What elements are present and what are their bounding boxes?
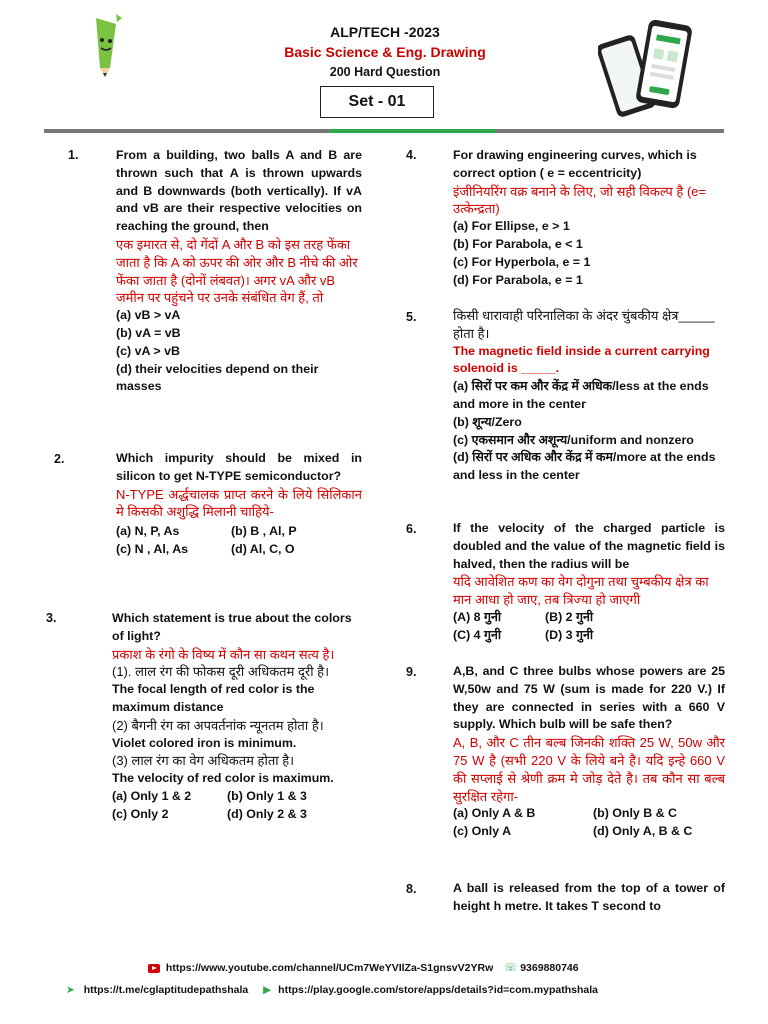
question-3 xyxy=(112,610,362,824)
q9-number: 9. xyxy=(406,665,417,679)
q6-english: If the velocity of the charged particle is doubled and the value of the magnetic field is halved, then the radius will be xyxy=(453,521,725,571)
q5-number: 5. xyxy=(406,310,417,324)
question-6 xyxy=(453,520,725,645)
q4-option-d[interactable]: (d) For Parabola, e = 1 xyxy=(453,272,583,287)
footer-line-2 xyxy=(66,984,598,996)
q2-option-a[interactable]: (a) N, P, As xyxy=(116,524,180,539)
q1-number: 1. xyxy=(68,148,79,162)
footer-line-1 xyxy=(148,962,579,974)
set-label: Set - 01 xyxy=(320,86,434,118)
q6-option-c[interactable]: (C) 4 गुनी xyxy=(453,627,502,642)
q9-option-d[interactable]: (d) Only A, B & C xyxy=(593,824,693,839)
q3-statement-3-english: The velocity of red color is maximum. xyxy=(112,771,334,786)
header-divider-accent xyxy=(330,129,496,133)
q2-option-b[interactable]: (b) B , Al, P xyxy=(231,524,297,539)
telegram-link[interactable]: https://t.me/cglaptitudepathshala xyxy=(83,984,249,996)
q1-english: From a building, two balls A and B are thrown such that A is thrown upwards and B downwards (both vertically). If vA and vB are their respective velocities on reaching the ground, then xyxy=(116,148,362,234)
pencil-logo-icon xyxy=(86,10,126,78)
phone-number: 9369880746 xyxy=(520,962,579,974)
question-8 xyxy=(453,880,725,916)
q2-option-c[interactable]: (c) N , Al, As xyxy=(116,541,189,556)
q3-statement-3-hindi: (3) लाल रंग का वेग अधिकतम होता है। xyxy=(112,753,295,769)
q3-option-c[interactable]: (c) Only 2 xyxy=(112,806,169,821)
q8-english: A ball is released from the top of a tower of height h metre. It takes T second to xyxy=(453,881,725,913)
q3-option-a[interactable]: (a) Only 1 & 2 xyxy=(112,788,192,803)
phone-icon: ☏ xyxy=(504,962,518,974)
q5-option-d[interactable]: (d) सिरों पर अधिक और केंद्र में कम/more at the ends and less in the center xyxy=(453,450,716,483)
q6-option-d[interactable]: (D) 3 गुनी xyxy=(545,627,594,642)
q9-english: A,B, and C three bulbs whose powers are 25 W,50w and 75 W (sum is made for 220 V.) If they are connected in series with a 660 V supply. Which bulb will be safe then? xyxy=(453,664,725,732)
q4-english: For drawing engineering curves, which is correct option ( e = eccentricity) xyxy=(453,148,697,180)
q5-option-b[interactable]: (b) शून्य/Zero xyxy=(453,414,522,429)
question-5 xyxy=(453,307,725,485)
q3-statement-2-english: Violet colored iron is minimum. xyxy=(112,735,297,750)
phone-app-icon xyxy=(598,16,698,122)
question-9 xyxy=(453,663,725,841)
q3-option-d[interactable]: (d) Only 2 & 3 xyxy=(227,806,307,821)
q3-english: Which statement is true about the colors of light? xyxy=(112,611,352,643)
q5-option-c[interactable]: (c) एकसमान और अशून्य/uniform and nonzero xyxy=(453,432,694,447)
q4-option-c[interactable]: (c) For Hyperbola, e = 1 xyxy=(453,254,591,269)
q1-option-b[interactable]: (b) vA = vB xyxy=(116,325,181,340)
q3-statement-1-english: The focal length of red color is the maximum distance xyxy=(112,682,315,714)
q4-number: 4. xyxy=(406,148,417,162)
question-1 xyxy=(116,147,362,396)
q1-option-a[interactable]: (a) vB > vA xyxy=(116,308,181,323)
q9-option-c[interactable]: (c) Only A xyxy=(453,824,512,839)
q6-hindi: यदि आवेशित कण का वेग दोगुना तथा चुम्बकीय क्षेत्र का मान आधा हो जाए, तब त्रिज्या हो जाएगी xyxy=(453,574,709,608)
q4-option-b[interactable]: (b) For Parabola, e < 1 xyxy=(453,236,583,251)
q5-english: The magnetic field inside a current carrying solenoid is _____. xyxy=(453,343,710,376)
header-title: ALP/TECH -2023 xyxy=(330,24,440,40)
q2-english: Which impurity should be mixed in silicon to get N-TYPE semiconductor? xyxy=(116,451,362,483)
q6-option-b[interactable]: (B) 2 गुनी xyxy=(545,609,594,624)
header-subtitle: Basic Science & Eng. Drawing xyxy=(284,44,486,60)
q4-hindi: इंजीनियरिंग वक्र बनाने के लिए, जो सही विकल्प है (e= उत्केन्द्रता) xyxy=(453,183,707,217)
q2-number: 2. xyxy=(54,452,65,466)
q6-option-a[interactable]: (A) 8 गुनी xyxy=(453,609,502,624)
q9-hindi: A, B, और C तीन बल्ब जिनकी शक्ति 25 W, 50w और 75 W है (सभी 220 V के लिये बने है। यदि इन्हे 660 V की सप्लाई से श्रेणी क्रम मे जोड़ देते है। तब कौन सा बल्ब सुरक्षित रहेगा- xyxy=(453,735,725,804)
q1-option-d[interactable]: (d) their velocities depend on their masses xyxy=(116,361,319,394)
q3-option-b[interactable]: (b) Only 1 & 3 xyxy=(227,788,307,803)
q8-number: 8. xyxy=(406,882,417,896)
header-question-count: 200 Hard Question xyxy=(329,65,441,79)
youtube-link[interactable]: https://www.youtube.com/channel/UCm7WeYVIlZa-S1gnsvV2YRw xyxy=(165,962,494,974)
youtube-icon xyxy=(148,964,160,973)
telegram-icon: ➤ xyxy=(66,984,75,996)
q9-option-b[interactable]: (b) Only B & C xyxy=(593,806,677,821)
q3-hindi: प्रकाश के रंगो के विष्य में कौन सा कथन सत्य है। xyxy=(112,646,335,662)
q6-number: 6. xyxy=(406,522,417,536)
q3-statement-2-hindi: (2) बैगनी रंग का अपवर्तनांक न्यूनतम होता है। xyxy=(112,717,324,733)
q5-option-a[interactable]: (a) सिरों पर कम और केंद्र में अधिक/less at the ends and more in the center xyxy=(453,379,709,411)
q3-number: 3. xyxy=(46,611,57,625)
q4-option-a[interactable]: (a) For Ellipse, e > 1 xyxy=(453,219,570,234)
q5-hindi: किसी धारावाही परिनालिका के अंदर चुंबकीय क्षेत्र_____ होता है। xyxy=(453,308,715,341)
q1-option-c[interactable]: (c) vA > vB xyxy=(116,343,180,358)
q1-hindi: एक इमारत से, दो गेंदों A और B को इस तरह फेंका जाता है कि A को ऊपर की ओर और B नीचे की ओर फेंका जाता है (दोनों लंबवत)। अगर vA और vB जमीन पर पहुंचने पर उनके संबंधित वेग हैं, तो xyxy=(116,236,358,306)
question-4 xyxy=(453,147,725,289)
q3-statement-1-hindi: (1). लाल रंग की फोकस दूरी अधिकतम दूरी है। xyxy=(112,664,330,680)
q9-option-a[interactable]: (a) Only A & B xyxy=(453,806,536,821)
q2-hindi: N-TYPE अर्द्धचालक प्राप्त करने के लिये सिलिकान मे किसकी अशुद्धि मिलानी चाहिये- xyxy=(116,486,362,520)
play-store-icon: ▶ xyxy=(263,984,272,996)
question-2 xyxy=(116,450,362,559)
q2-option-d[interactable]: (d) Al, C, O xyxy=(231,541,295,556)
play-store-link[interactable]: https://play.google.com/store/apps/details?id=com.mypathshala xyxy=(278,984,599,996)
